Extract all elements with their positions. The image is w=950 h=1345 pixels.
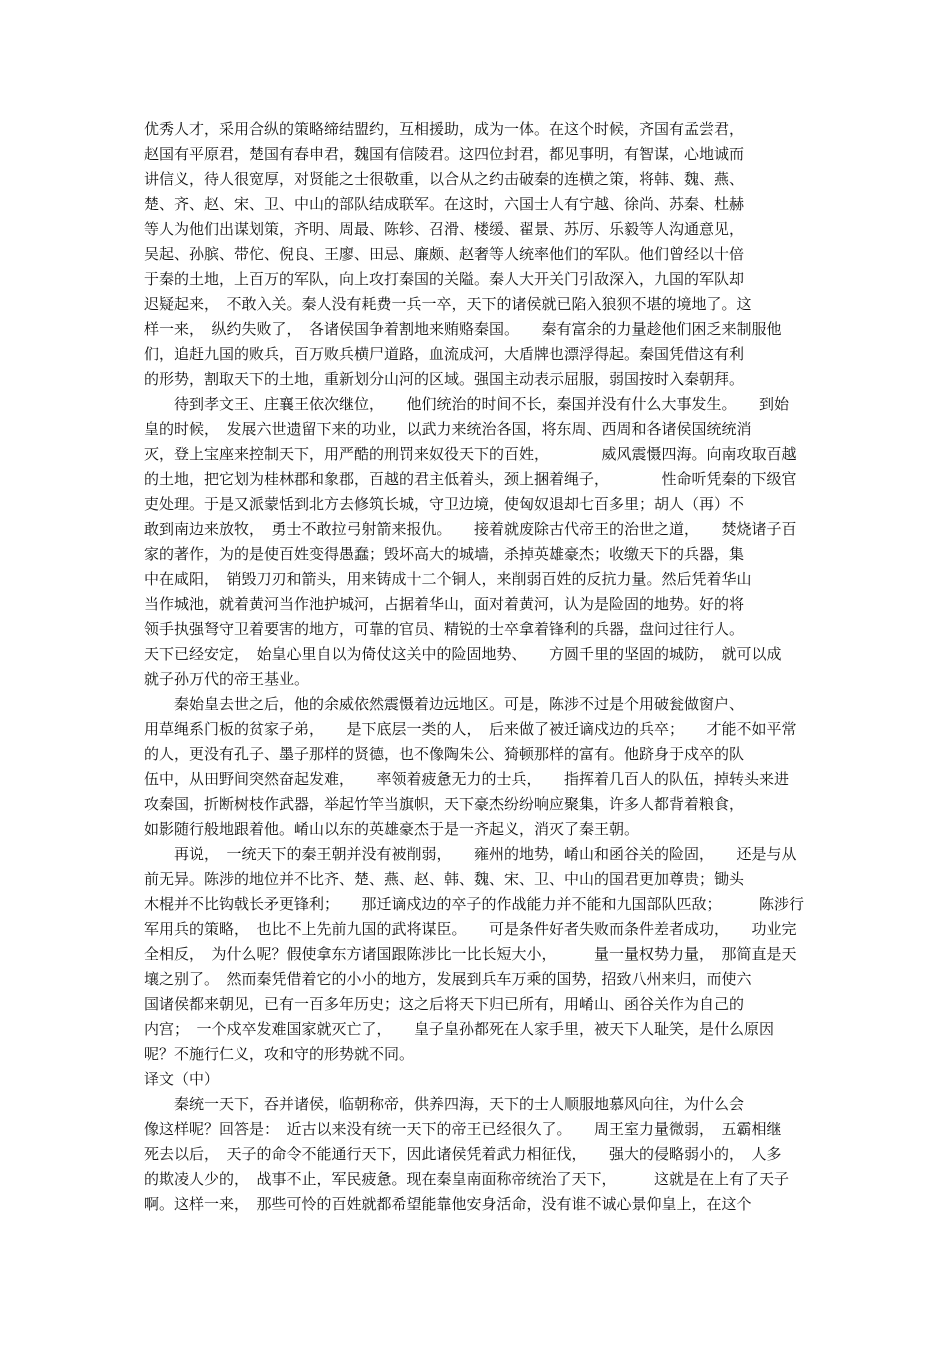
text-line: 中在咸阳， 销毁刀刃和箭头，用来铸成十二个铜人，来削弱百姓的反抗力量。然后凭着华山 bbox=[144, 570, 752, 588]
text-line: 优秀人才，采用合纵的策略缔结盟约，互相援助，成为一体。在这个时候，齐国有孟尝君， bbox=[144, 120, 745, 138]
text-line: 讲信义，待人很宽厚，对贤能之士很敬重，以合从之约击破秦的连横之策，将韩、魏、燕、 bbox=[144, 170, 745, 188]
text-line: 迟疑起来， 不敢入关。秦人没有耗费一兵一卒，天下的诸侯就已陷入狼狈不堪的境地了。这 bbox=[144, 295, 752, 313]
text-line: 敢到南边来放牧， 勇士不敢拉弓射箭来报仇。 接着就废除古代帝王的治世之道， 焚烧诸子百 bbox=[144, 520, 797, 538]
text-line: 赵国有平原君，楚国有春申君，魏国有信陵君。这四位封君，都见事明，有智谋，心地诚而 bbox=[144, 145, 745, 163]
text-line: 秦统一天下，吞并诸侯，临朝称帝，供养四海，天下的士人顺服地慕风向往，为什么会 bbox=[144, 1095, 745, 1113]
text-line: 用草绳系门板的贫家子弟， 是下底层一类的人， 后来做了被迁谪戍边的兵卒； 才能不如平常 bbox=[144, 720, 797, 738]
text-line: 当作城池，就着黄河当作池护城河，占据着华山，面对着黄河，认为是险固的地势。好的将 bbox=[144, 595, 745, 613]
text-line: 军用兵的策略， 也比不上先前九国的武将谋臣。 可是条件好者失败而条件差者成功， 功业完 bbox=[144, 920, 797, 938]
text-line: 啊。这样一来， 那些可怜的百姓就都希望能靠他安身活命，没有谁不诚心景仰皇上，在这个 bbox=[144, 1195, 752, 1213]
text-line: 的人，更没有孔子、墨子那样的贤德，也不像陶朱公、猗顿那样的富有。他跻身于戍卒的队 bbox=[144, 745, 745, 763]
text-line: 呢？不施行仁义，攻和守的形势就不同。 bbox=[144, 1045, 415, 1063]
section-heading: 译文（中） bbox=[144, 1070, 220, 1088]
text-line: 秦始皇去世之后，他的余威依然震慑着边远地区。可是，陈涉不过是个用破瓮做窗户、 bbox=[144, 695, 745, 713]
text-line: 国诸侯都来朝见，已有一百多年历史；这之后将天下归已所有，用崤山、函谷关作为自己的 bbox=[144, 995, 745, 1013]
text-line: 等人为他们出谋划策，齐明、周最、陈轸、召滑、楼缓、翟景、苏厉、乐毅等人沟通意见， bbox=[144, 220, 745, 238]
text-line: 木棍并不比钩戟长矛更锋利； 那迁谪戍边的卒子的作战能力并不能和九国部队匹敌； 陈涉行 bbox=[144, 895, 805, 913]
text-line: 像这样呢？回答是： 近古以来没有统一天下的帝王已经很久了。 周王室力量微弱， 五霸相继 bbox=[144, 1120, 782, 1138]
text-line: 领手执强弩守卫着要害的地方，可靠的官员、精锐的士卒拿着锋利的兵器，盘问过往行人。 bbox=[144, 620, 745, 638]
text-line: 再说， 一统天下的秦王朝并没有被削弱， 雍州的地势，崤山和函谷关的险固， 还是与从 bbox=[144, 845, 797, 863]
text-line: 如影随行般地跟着他。崤山以东的英雄豪杰于是一齐起义，消灭了秦王朝。 bbox=[144, 820, 640, 838]
text-line: 楚、齐、赵、宋、卫、中山的部队结成联军。在这时，六国士人有宁越、徐尚、苏秦、杜赫 bbox=[144, 195, 745, 213]
text-line: 就子孙万代的帝王基业。 bbox=[144, 670, 310, 688]
text-line: 的土地，把它划为桂林郡和象郡，百越的君主低着头，颈上捆着绳子， 性命听凭秦的下级官 bbox=[144, 470, 797, 488]
text-line: 壤之别了。 然而秦凭借着它的小小的地方，发展到兵车万乘的国势，招致八州来归，而使六 bbox=[144, 970, 752, 988]
text-line: 们，追赶九国的败兵，百万败兵横尸道路，血流成河，大盾牌也漂浮得起。秦国凭借这有利 bbox=[144, 345, 745, 363]
text-line: 吏处理。于是又派蒙恬到北方去修筑长城，守卫边境，使匈奴退却七百多里；胡人（再）不 bbox=[144, 495, 745, 513]
text-line: 前无异。陈涉的地位并不比齐、楚、燕、赵、韩、魏、宋、卫、中山的国君更加尊贵；锄头 bbox=[144, 870, 745, 888]
text-line: 天下已经安定， 始皇心里自以为倚仗这关中的险固地势、 方圆千里的坚固的城防， 就可以成 bbox=[144, 645, 782, 663]
text-line: 灭，登上宝座来控制天下，用严酷的刑罚来奴役天下的百姓， 威风震慑四海。向南攻取百越 bbox=[144, 445, 797, 463]
text-line: 攻秦国，折断树枝作武器，举起竹竿当旗帜，天下豪杰纷纷响应聚集，许多人都背着粮食， bbox=[144, 795, 745, 813]
text-line: 吴起、孙膑、带佗、倪良、王廖、田忌、廉颇、赵奢等人统率他们的军队。他们曾经以十倍 bbox=[144, 245, 745, 263]
text-line: 家的著作，为的是使百姓变得愚蠢；毁坏高大的城墙，杀掉英雄豪杰；收缴天下的兵器，集 bbox=[144, 545, 745, 563]
text-line: 死去以后， 天子的命令不能通行天下，因此诸侯凭着武力相征伐， 强大的侵略弱小的， 人多 bbox=[144, 1145, 782, 1163]
text-line: 待到孝文王、庄襄王依次继位， 他们统治的时间不长，秦国并没有什么大事发生。 到始 bbox=[144, 395, 790, 413]
text-line: 的形势，割取天下的土地，重新划分山河的区域。强国主动表示屈服，弱国按时入秦朝拜。 bbox=[144, 370, 745, 388]
text-line: 皇的时候， 发展六世遗留下来的功业，以武力来统治各国，将东周、西周和各诸侯国统统消 bbox=[144, 420, 752, 438]
text-line: 伍中，从田野间突然奋起发难， 率领着疲惫无力的士兵， 指挥着几百人的队伍，掉转头来进 bbox=[144, 770, 790, 788]
text-line: 全相反， 为什么呢？假使拿东方诸国跟陈涉比一比长短大小， 量一量权势力量， 那简直是天 bbox=[144, 945, 797, 963]
text-line: 于秦的土地，上百万的军队，向上攻打秦国的关隘。秦人大开关门引敌深入，九国的军队却 bbox=[144, 270, 745, 288]
text-line: 的欺凌人少的， 战事不止，军民疲惫。现在秦皇南面称帝统治了天下， 这就是在上有了天子 bbox=[144, 1170, 790, 1188]
text-line: 样一来， 纵约失败了， 各诸侯国争着割地来贿赂秦国。 秦有富余的力量趁他们困乏来制服他 bbox=[144, 320, 782, 338]
text-line: 内宫； 一个戍卒发难国家就灭亡了， 皇子皇孙都死在人家手里，被天下人耻笑，是什么原因 bbox=[144, 1020, 775, 1038]
